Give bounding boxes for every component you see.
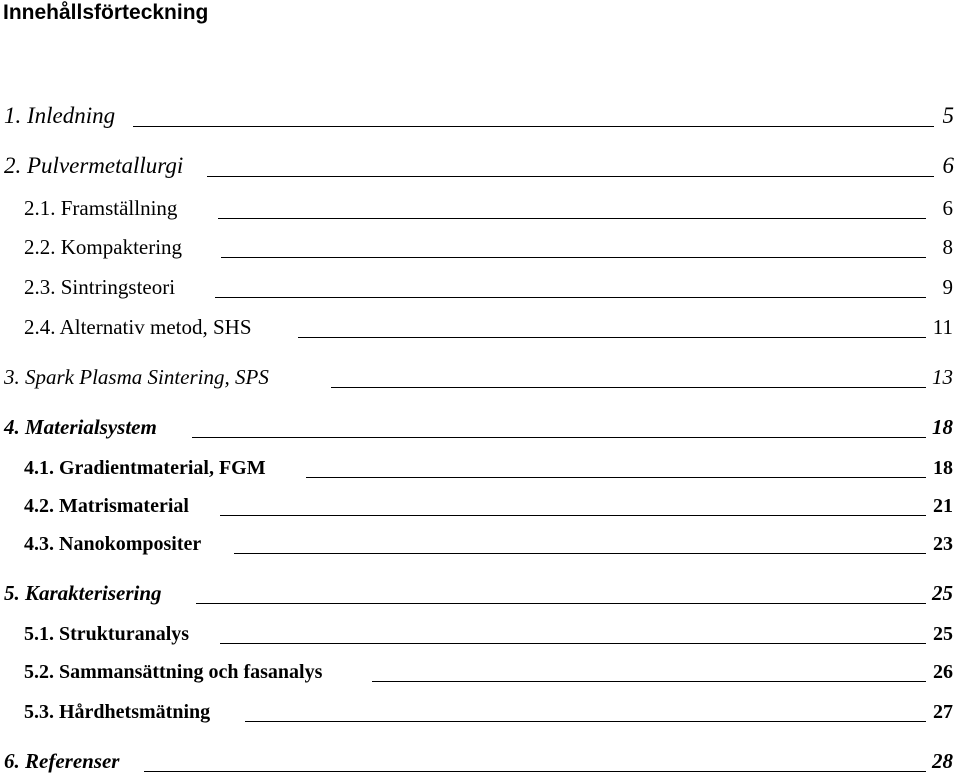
toc-page-number: 26 — [933, 661, 953, 683]
toc-entry[interactable] — [0, 746, 959, 776]
toc-entry-label: 1. Inledning — [4, 103, 116, 128]
toc-entry[interactable] — [0, 272, 959, 302]
toc-entry[interactable] — [0, 490, 959, 520]
toc-page-number: 27 — [933, 701, 953, 723]
toc-leader-line — [234, 553, 926, 554]
toc-leader-line — [372, 681, 926, 682]
toc-leader-line — [144, 771, 926, 772]
toc-entry-label: 5.1. Strukturanalys — [24, 623, 190, 645]
toc-entry[interactable] — [0, 232, 959, 262]
toc-entry-label: 4.3. Nanokompositer — [24, 533, 202, 555]
toc-entry-label: 2.3. Sintringsteori — [24, 275, 176, 299]
toc-entry[interactable] — [0, 528, 959, 558]
toc-page-number: 18 — [933, 457, 953, 479]
toc-entry[interactable] — [0, 101, 959, 131]
toc-page-number: 28 — [932, 749, 953, 773]
toc-entry[interactable] — [0, 696, 959, 726]
toc-entry-label: 4.1. Gradientmaterial, FGM — [24, 457, 266, 479]
toc-page-number: 23 — [933, 533, 953, 555]
toc-page-number: 18 — [932, 415, 953, 439]
toc-leader-line — [192, 437, 926, 438]
toc-entry[interactable] — [0, 656, 959, 686]
toc-page-number: 6 — [942, 196, 953, 220]
toc-leader-line — [196, 603, 926, 604]
toc-leader-line — [306, 477, 926, 478]
toc-entry[interactable] — [0, 362, 959, 392]
toc-page-number: 5 — [942, 103, 954, 128]
toc-leader-line — [331, 387, 926, 388]
toc-leader-line — [133, 126, 934, 127]
page-title: Innehållsförteckning — [3, 1, 209, 24]
toc-entry-label: 3. Spark Plasma Sintering, SPS — [4, 365, 269, 389]
toc-leader-line — [218, 218, 926, 219]
toc-entry-label: 6. Referenser — [4, 749, 120, 773]
toc-page-number: 9 — [942, 275, 953, 299]
toc-entry-label: 4.2. Matrismaterial — [24, 495, 189, 517]
toc-leader-line — [298, 337, 926, 338]
toc-entry-label: 5. Karakterisering — [4, 581, 162, 605]
toc-leader-line — [220, 643, 926, 644]
toc-entry[interactable] — [0, 312, 959, 342]
toc-page-number: 6 — [942, 153, 954, 178]
toc-entry[interactable] — [0, 193, 959, 223]
toc-entry-label: 5.3. Hårdhetsmätning — [24, 701, 211, 723]
toc-leader-line — [245, 721, 926, 722]
toc-entry-label: 2.4. Alternativ metod, SHS — [24, 315, 252, 339]
toc-page-number: 25 — [933, 623, 953, 645]
toc-leader-line — [207, 176, 934, 177]
toc-entry[interactable] — [0, 452, 959, 482]
toc-entry-label: 2.2. Kompaktering — [24, 235, 183, 259]
toc-leader-line — [220, 515, 926, 516]
toc-leader-line — [215, 297, 926, 298]
toc-page-number: 8 — [942, 235, 953, 259]
toc-page-number: 13 — [932, 365, 953, 389]
toc-page-number: 11 — [932, 315, 953, 339]
toc-page-number: 21 — [933, 495, 953, 517]
toc-entry-label: 4. Materialsystem — [4, 415, 157, 439]
toc-entry[interactable] — [0, 618, 959, 648]
toc-leader-line — [221, 257, 926, 258]
toc-entry[interactable] — [0, 578, 959, 608]
toc-entry-label: 2.1. Framställning — [24, 196, 178, 220]
toc-entry[interactable] — [0, 412, 959, 442]
toc-entry-label: 5.2. Sammansättning och fasanalys — [24, 661, 323, 683]
toc-page-number: 25 — [932, 581, 953, 605]
toc-entry[interactable] — [0, 151, 959, 181]
toc-entry-label: 2. Pulvermetallurgi — [4, 153, 184, 178]
